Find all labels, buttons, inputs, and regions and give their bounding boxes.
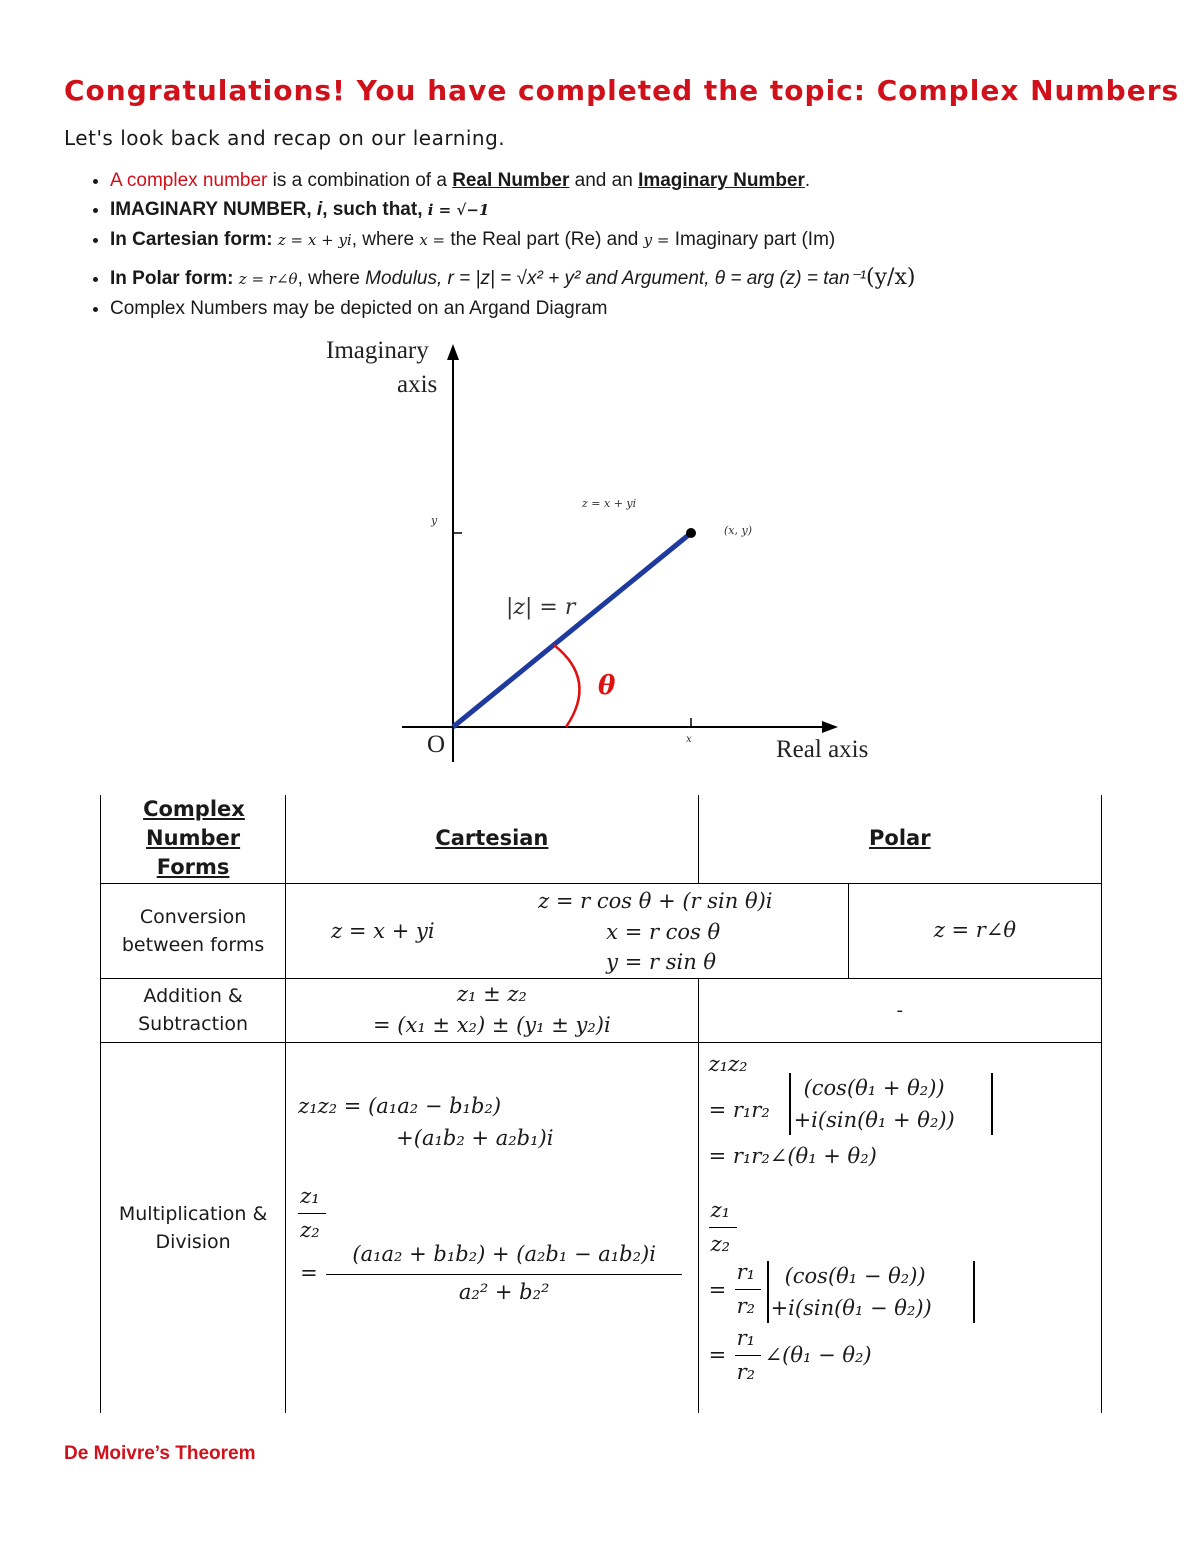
origin-label: O — [427, 731, 446, 758]
text: the Real part (Re) and — [445, 229, 644, 250]
math-formula: z = r∠θ — [238, 270, 298, 288]
row-label-multiplication — [101, 1042, 286, 1413]
imaginary-axis-label-2: axis — [397, 371, 438, 398]
text: In Polar form: — [110, 268, 239, 289]
header-forms-text: Complex Number Forms — [143, 797, 245, 880]
table-row — [101, 1042, 1102, 1413]
addition-line-2: = (x₁ ± x₂) ± (y₁ ± y₂)i — [373, 1013, 611, 1037]
complex-number-term: A complex number — [110, 170, 268, 191]
multiplication-polar — [698, 1042, 1101, 1413]
text: is a combination of a — [267, 170, 453, 191]
angle-label: θ — [598, 671, 616, 701]
argand-diagram — [300, 332, 900, 772]
conversion-line-1: z = r cos θ + (r sin θ)i — [538, 888, 773, 913]
polar-div-eq-2: = — [708, 1342, 727, 1367]
imaginary-axis-arrow-icon — [447, 344, 459, 360]
math-formula: y = — [643, 231, 670, 249]
math-formula: Modulus, r = |z| = √x² + y² and Argument, θ = arg (z) = tan⁻¹ — [365, 268, 867, 289]
real-axis-label: Real axis — [776, 736, 869, 763]
list-item — [110, 166, 1110, 195]
row-label-conversion — [101, 883, 286, 978]
polar-div-den: z₂ — [710, 1231, 731, 1256]
conversion-cartesian — [286, 883, 849, 978]
polar-div-line-4: +i(sin(θ₁ − θ₂)) — [770, 1295, 932, 1320]
polar-div-r-den-2: r₂ — [736, 1359, 756, 1384]
real-number-link[interactable]: Real Number — [452, 170, 570, 191]
modulus-label: |z| = r — [506, 595, 576, 620]
text: , where — [351, 229, 420, 250]
math-formula: x = — [419, 231, 446, 249]
table-row — [101, 795, 1102, 883]
angle-arc — [554, 645, 579, 727]
polar-form: z = r∠θ — [933, 918, 1016, 942]
polar-div-eq: = — [708, 1277, 727, 1302]
polar-div-line-5: ∠(θ₁ − θ₂) — [764, 1342, 872, 1367]
polar-mult-line-4: +i(sin(θ₁ + θ₂)) — [793, 1107, 955, 1132]
multiplication-cartesian — [286, 1042, 698, 1413]
list-item — [110, 195, 1110, 225]
cart-mult-line-1: z₁z₂ = (a₁a₂ − b₁b₂) — [298, 1093, 502, 1118]
conversion-line-3: y = r sin θ — [606, 949, 717, 974]
polar-div-r-num: r₁ — [736, 1259, 756, 1284]
text: Imaginary part (Im) — [669, 229, 836, 250]
addition-polar-value: - — [896, 999, 904, 1021]
text: and an — [569, 170, 639, 191]
conversion-polar — [848, 883, 1101, 978]
cartesian-mult-cell — [286, 1043, 697, 1413]
header-polar — [698, 795, 1101, 883]
polar-mult-line-3: (cos(θ₁ + θ₂)) — [803, 1075, 945, 1100]
list-item — [110, 294, 1110, 323]
polar-div-num: z₁ — [710, 1197, 731, 1222]
row-label-text: Multiplication & Division — [118, 1202, 268, 1253]
conversion-line-2: x = r cos θ — [606, 919, 721, 944]
cart-div-num: z₁ — [300, 1183, 320, 1208]
row-label-addition — [101, 978, 286, 1042]
fraction-bar — [298, 1213, 326, 1214]
polar-mult-line-1: z₁z₂ — [708, 1051, 748, 1076]
cartesian-form: z = x + yi — [331, 918, 435, 943]
math-formula: (y/x) — [866, 265, 916, 290]
section-heading: De Moivre’s Theorem — [64, 1443, 256, 1464]
y-tick-label: y — [431, 514, 438, 527]
x-tick-label: x — [686, 734, 692, 745]
polar-mult-line-2: = r₁r₂ — [708, 1097, 770, 1122]
header-cartesian-text: Cartesian — [435, 826, 549, 851]
header-forms — [101, 795, 286, 883]
conversion-cell — [286, 884, 848, 978]
addition-line-1: z₁ ± z₂ — [456, 982, 527, 1006]
list-item — [110, 225, 1110, 255]
point-marker — [686, 528, 696, 538]
header-cartesian — [286, 795, 698, 883]
real-axis-arrow-icon — [822, 721, 838, 733]
fraction-bar — [326, 1274, 682, 1275]
cart-div-den: z₂ — [300, 1217, 320, 1242]
polar-mult-cell — [699, 1043, 1101, 1413]
cart-div-eq: = — [300, 1260, 318, 1285]
list-item — [110, 263, 1110, 294]
modulus-vector — [453, 533, 691, 727]
text: In Cartesian form: — [110, 229, 278, 250]
text: . — [804, 170, 811, 191]
cart-mult-line-2: +(a₁b₂ + a₂b₁)i — [396, 1125, 554, 1150]
math-formula: i = √−1 — [427, 201, 490, 219]
fraction-bar — [735, 1355, 761, 1356]
cart-div-rhs-num: (a₁a₂ + b₁b₂) + (a₂b₁ − a₁b₂)i — [352, 1241, 656, 1266]
recap-list — [86, 166, 1110, 323]
z-label: z = x + yi — [582, 497, 637, 510]
header-polar-text: Polar — [869, 826, 931, 851]
fraction-bar — [735, 1289, 761, 1290]
text: Complex Numbers may be depicted on an Argand Diagram — [110, 298, 608, 319]
text: , where — [297, 268, 366, 289]
table-row — [101, 978, 1102, 1042]
table-row — [101, 883, 1102, 978]
imaginary-number-link[interactable]: Imaginary Number — [638, 170, 805, 191]
polar-div-r-num-2: r₁ — [736, 1325, 756, 1350]
math-var: i — [316, 199, 323, 220]
polar-mult-line-5: = r₁r₂∠(θ₁ + θ₂) — [708, 1143, 877, 1168]
page-subtitle: Let's look back and recap on our learning. — [64, 126, 506, 150]
text: , such that, — [322, 199, 428, 220]
polar-div-r-den: r₂ — [736, 1293, 756, 1318]
addition-cartesian — [286, 978, 698, 1042]
row-label-text: Conversion between forms — [121, 905, 265, 956]
cart-div-rhs-den: a₂² + b₂² — [458, 1279, 550, 1304]
addition-polar — [698, 978, 1101, 1042]
complex-forms-table — [100, 795, 1102, 1413]
text: IMAGINARY NUMBER, — [110, 199, 317, 220]
point-label: (x, y) — [724, 524, 752, 537]
row-label-text: Addition & Subtraction — [138, 985, 249, 1035]
page-title: Congratulations! You have completed the topic: Complex Numbers — [64, 74, 1180, 107]
imaginary-axis-label: Imaginary — [326, 337, 429, 364]
polar-div-line-3: (cos(θ₁ − θ₂)) — [784, 1263, 926, 1288]
math-formula: z = x + yi — [277, 231, 352, 249]
fraction-bar — [709, 1227, 737, 1228]
